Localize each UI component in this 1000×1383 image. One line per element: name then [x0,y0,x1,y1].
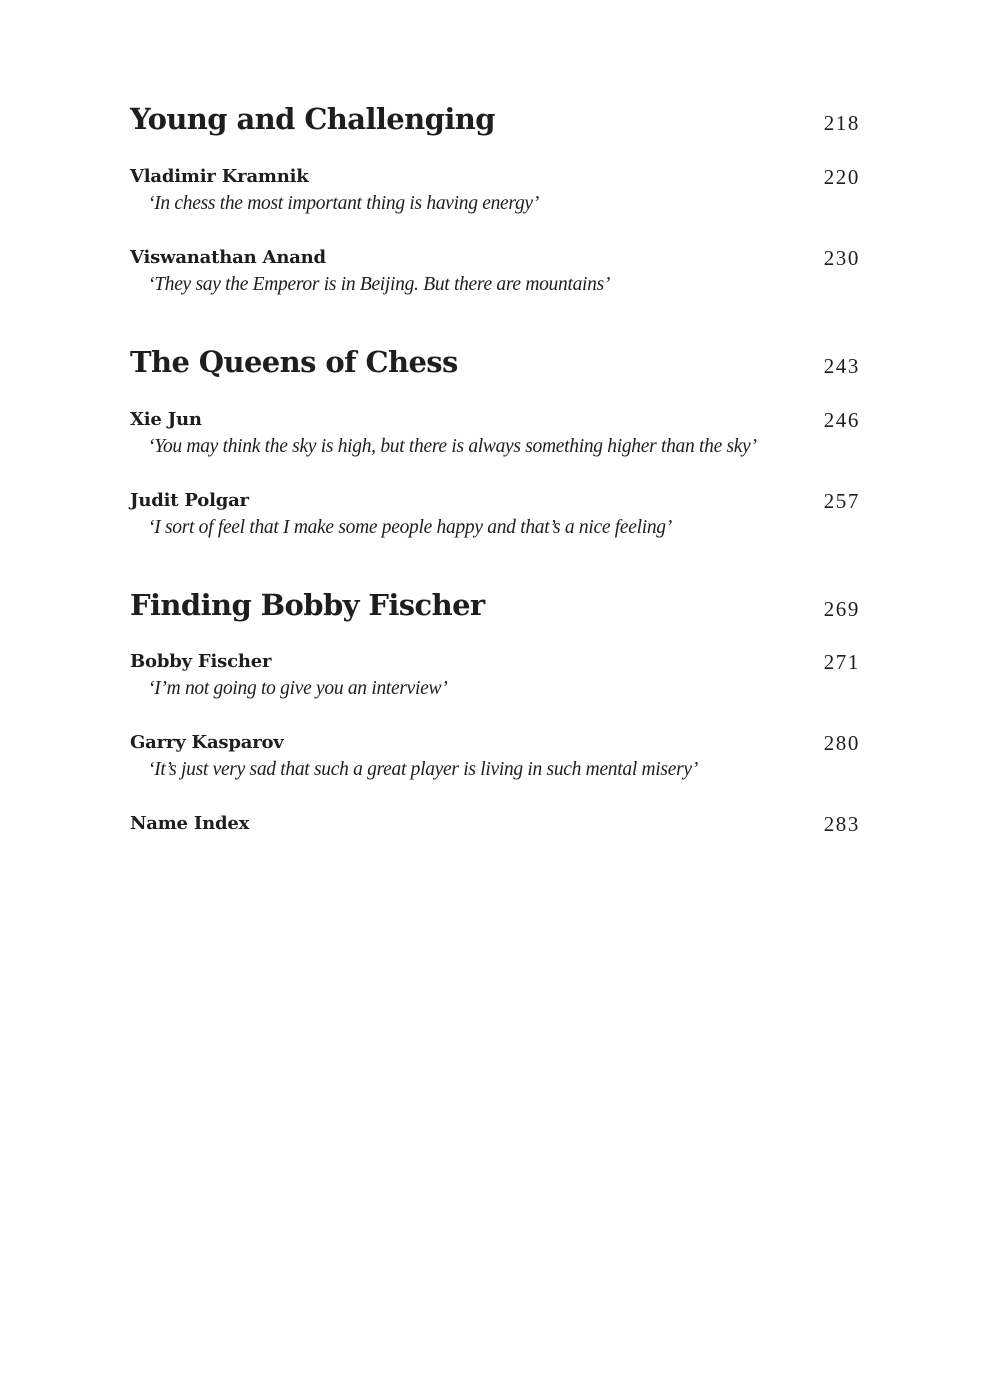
entry-name-judit-polgar: Judit Polgar [130,490,249,511]
entry-page-number: 230 [823,246,860,270]
section-title: Young and Challenging [130,102,495,136]
entry-quote: ‘I sort of feel that I make some people happy and that’s a nice feeling’ [148,517,672,538]
entry-name-xie-jun: Xie Jun [130,409,202,430]
entry-quote: ‘I’m not going to give you an interview’ [148,678,448,699]
entry-quote: ‘In chess the most important thing is having energy’ [148,193,539,214]
entry-page-number: 220 [823,165,860,189]
table-of-contents-page [130,0,860,1383]
section-title: The Queens of Chess [130,345,458,379]
entry-name-garry-kasparov: Garry Kasparov [130,732,284,753]
section-page-number: 218 [823,111,860,135]
entry-page-number: 257 [823,489,860,513]
entry-page-number: 280 [823,731,860,755]
entry-page-number: 246 [823,408,860,432]
entry-quote: ‘They say the Emperor is in Beijing. But there are mountains’ [148,274,611,295]
section-page-number: 269 [823,597,860,621]
name-index-page-number: 283 [823,812,860,836]
entry-name-bobby-fischer: Bobby Fischer [130,651,272,672]
name-index-label: Name Index [130,813,250,834]
entry-name-anand: Viswanathan Anand [130,247,326,268]
section-page-number: 243 [823,354,860,378]
entry-quote: ‘You may think the sky is high, but there is always something higher than the sky’ [148,436,757,457]
entry-quote: ‘It’s just very sad that such a great player is living in such mental misery’ [148,759,698,780]
entry-name-kramnik: Vladimir Kramnik [130,166,309,187]
entry-page-number: 271 [823,650,860,674]
section-title: Finding Bobby Fischer [130,588,485,622]
